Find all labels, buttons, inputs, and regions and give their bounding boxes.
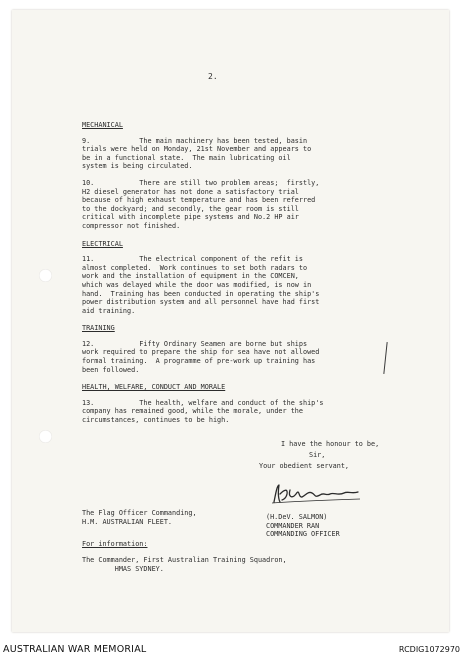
section-heading: ELECTRICAL bbox=[82, 239, 123, 248]
section-heading: MECHANICAL bbox=[82, 121, 123, 129]
section-training bbox=[82, 324, 378, 374]
punch-hole bbox=[39, 430, 52, 443]
archive-footer bbox=[0, 637, 464, 666]
paragraph: 13. The health, welfare and conduct of the ship's company has remained good, while the morale, under the circumstances, continues to be high. bbox=[82, 398, 324, 425]
for-information-recipient: The Commander, First Australian Training Squadron, HMAS SYDNEY. bbox=[82, 556, 287, 573]
addressee: The Flag Officer Commanding, H.M. AUSTRALIAN FLEET. bbox=[82, 509, 197, 526]
handwritten-signature bbox=[268, 482, 364, 506]
paragraph: 12. Fifty Ordinary Seamen are borne but ships work required to prepare the ship for sea have not allowed formal training. A programme of pre-work up training has been followed. bbox=[82, 339, 320, 374]
section-heading: HEALTH, WELFARE, CONDUCT AND MORALE bbox=[82, 383, 226, 392]
paragraph: 10. There are still two problem areas; firstly, H2 diesel generator has not done a satisfactory trial because of high exhaust temperature and has been referred to the dockyard; and secondly, the gear room is still critical with incomplete pipe systems and No.2 HP air compressor not finished. bbox=[82, 178, 320, 230]
section-electrical bbox=[82, 240, 378, 316]
closing-line: I have the honour to be, bbox=[281, 440, 380, 448]
signature-block: (H.DeV. SALMON) COMMANDER RAN COMMANDING OFFICER bbox=[266, 513, 340, 539]
letter-body bbox=[82, 121, 380, 470]
section-heading: TRAINING bbox=[82, 324, 115, 333]
paragraph: 9. The main machinery has been tested, basin trials were held on Monday, 21st November and appears to be in a functional state. The main lubricating oil system is being circulated. bbox=[82, 136, 312, 171]
closing-line: Sir, bbox=[309, 451, 326, 459]
paragraph: 11. The electrical component of the refit is almost completed. Work continues to set both radars to work and the installation of equipment in the COMCEN, which was delayed while the door was modified, is now in hand. Training has been conducted in operating the ship's power distribution system and all personnel have had first aid training. bbox=[82, 255, 320, 315]
section-health-welfare bbox=[82, 383, 378, 424]
closing-line: Your obedient servant, bbox=[259, 462, 350, 470]
for-information-label: For information: bbox=[82, 540, 148, 548]
record-id: RCDIG1072970 bbox=[398, 645, 460, 654]
page-number: 2. bbox=[208, 72, 218, 81]
section-mechanical bbox=[82, 121, 378, 231]
archive-name: AUSTRALIAN WAR MEMORIAL bbox=[3, 644, 147, 655]
punch-hole bbox=[39, 269, 52, 282]
